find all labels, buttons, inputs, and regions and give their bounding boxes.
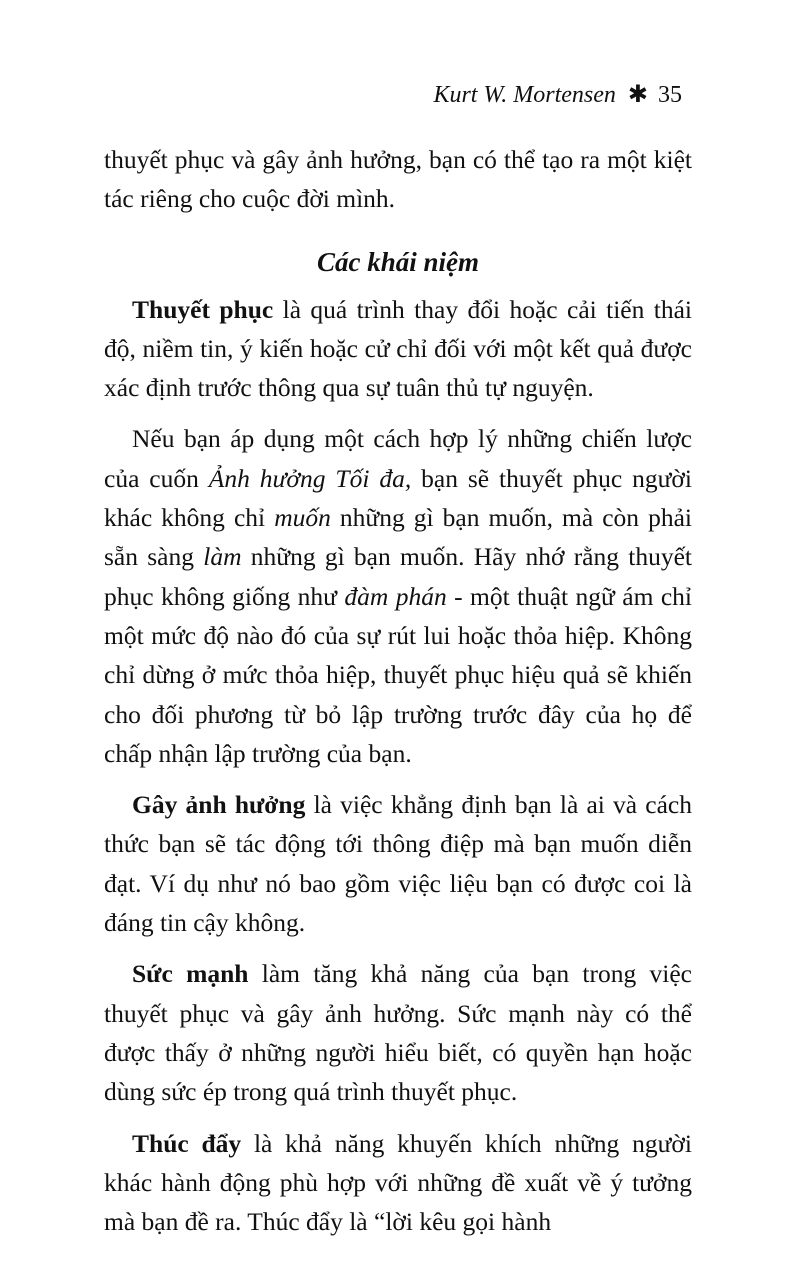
paragraph-text: bạn sẽ thuyết phục người khác không chỉ [104, 463, 692, 533]
term-influence: Gây ảnh hưởng [132, 790, 306, 820]
intro-paragraph: thuyết phục và gây ảnh hưởng, bạn có thể tạo ra một kiệt tác riêng cho cuộc đời mình. [104, 145, 692, 214]
paragraph-text: là quá trình thay đổi hoặc cải tiến thái độ, niềm tin, ý kiến hoặc cử chỉ đối với một kết quả được xác định trước thông qua sự tuân thủ tự nguyện. [104, 294, 693, 403]
term-power: Sức mạnh [132, 959, 249, 989]
paragraph-text: những gì bạn muốn, mà còn phải sẵn sàng [104, 503, 692, 572]
paragraph-influence [104, 785, 692, 942]
star-separator-icon: ✱ [627, 82, 648, 108]
running-header [433, 80, 682, 109]
page-number: 35 [658, 82, 682, 108]
paragraph-power [104, 954, 692, 1111]
emphasis-want: muốn [274, 503, 331, 533]
term-motivation: Thúc đẩy [132, 1128, 242, 1158]
author-name: Kurt W. Mortensen [433, 82, 616, 108]
paragraph-text: làm tăng khả năng của bạn trong việc thuyết phục và gây ảnh hưởng. Sức mạnh này có thể được thấy ở những người hiểu biết, có quyền hạn hoặc dùng sức ép trong quá trình thuyết phục. [104, 959, 692, 1107]
paragraph-text: những gì bạn muốn. Hãy nhớ rằng thuyết phục không giống như [104, 542, 692, 611]
paragraph-strategy [104, 419, 692, 773]
paragraph-text: là khả năng khuyến khích những người khác hành động phù hợp với những đề xuất về ý tưởng mà bạn đề ra. Thúc đẩy là “lời kêu gọi hành [104, 1128, 692, 1237]
section-heading: Các khái niệm [316, 246, 479, 277]
paragraph-text: Nếu bạn áp dụng một cách hợp lý những chiến lược của cuốn [104, 424, 692, 493]
emphasis-do: làm [203, 542, 242, 572]
book-title: Ảnh hưởng Tối đa, [208, 463, 412, 493]
page-body [104, 140, 692, 1241]
paragraph-persuasion [104, 290, 692, 408]
paragraph-text: là việc khẳng định bạn là ai và cách thức bạn sẽ tác động tới thông điệp mà bạn muốn diễn đạt. Ví dụ như nó bao gồm việc liệu bạn có được coi là đáng tin cậy không. [104, 790, 692, 938]
paragraph-text: - một thuật ngữ ám chỉ một mức độ nào đó của sự rút lui hoặc thỏa hiệp. Không chỉ dừng ở mức thỏa hiệp, thuyết phục hiệu quả sẽ khiến cho đối phương từ bỏ lập trường trước đây của họ để chấp nhận lập trường của bạn. [104, 581, 692, 768]
term-persuasion: Thuyết phục [132, 294, 274, 324]
emphasis-negotiation: đàm phán [344, 581, 447, 611]
paragraph-motivation [104, 1124, 692, 1242]
